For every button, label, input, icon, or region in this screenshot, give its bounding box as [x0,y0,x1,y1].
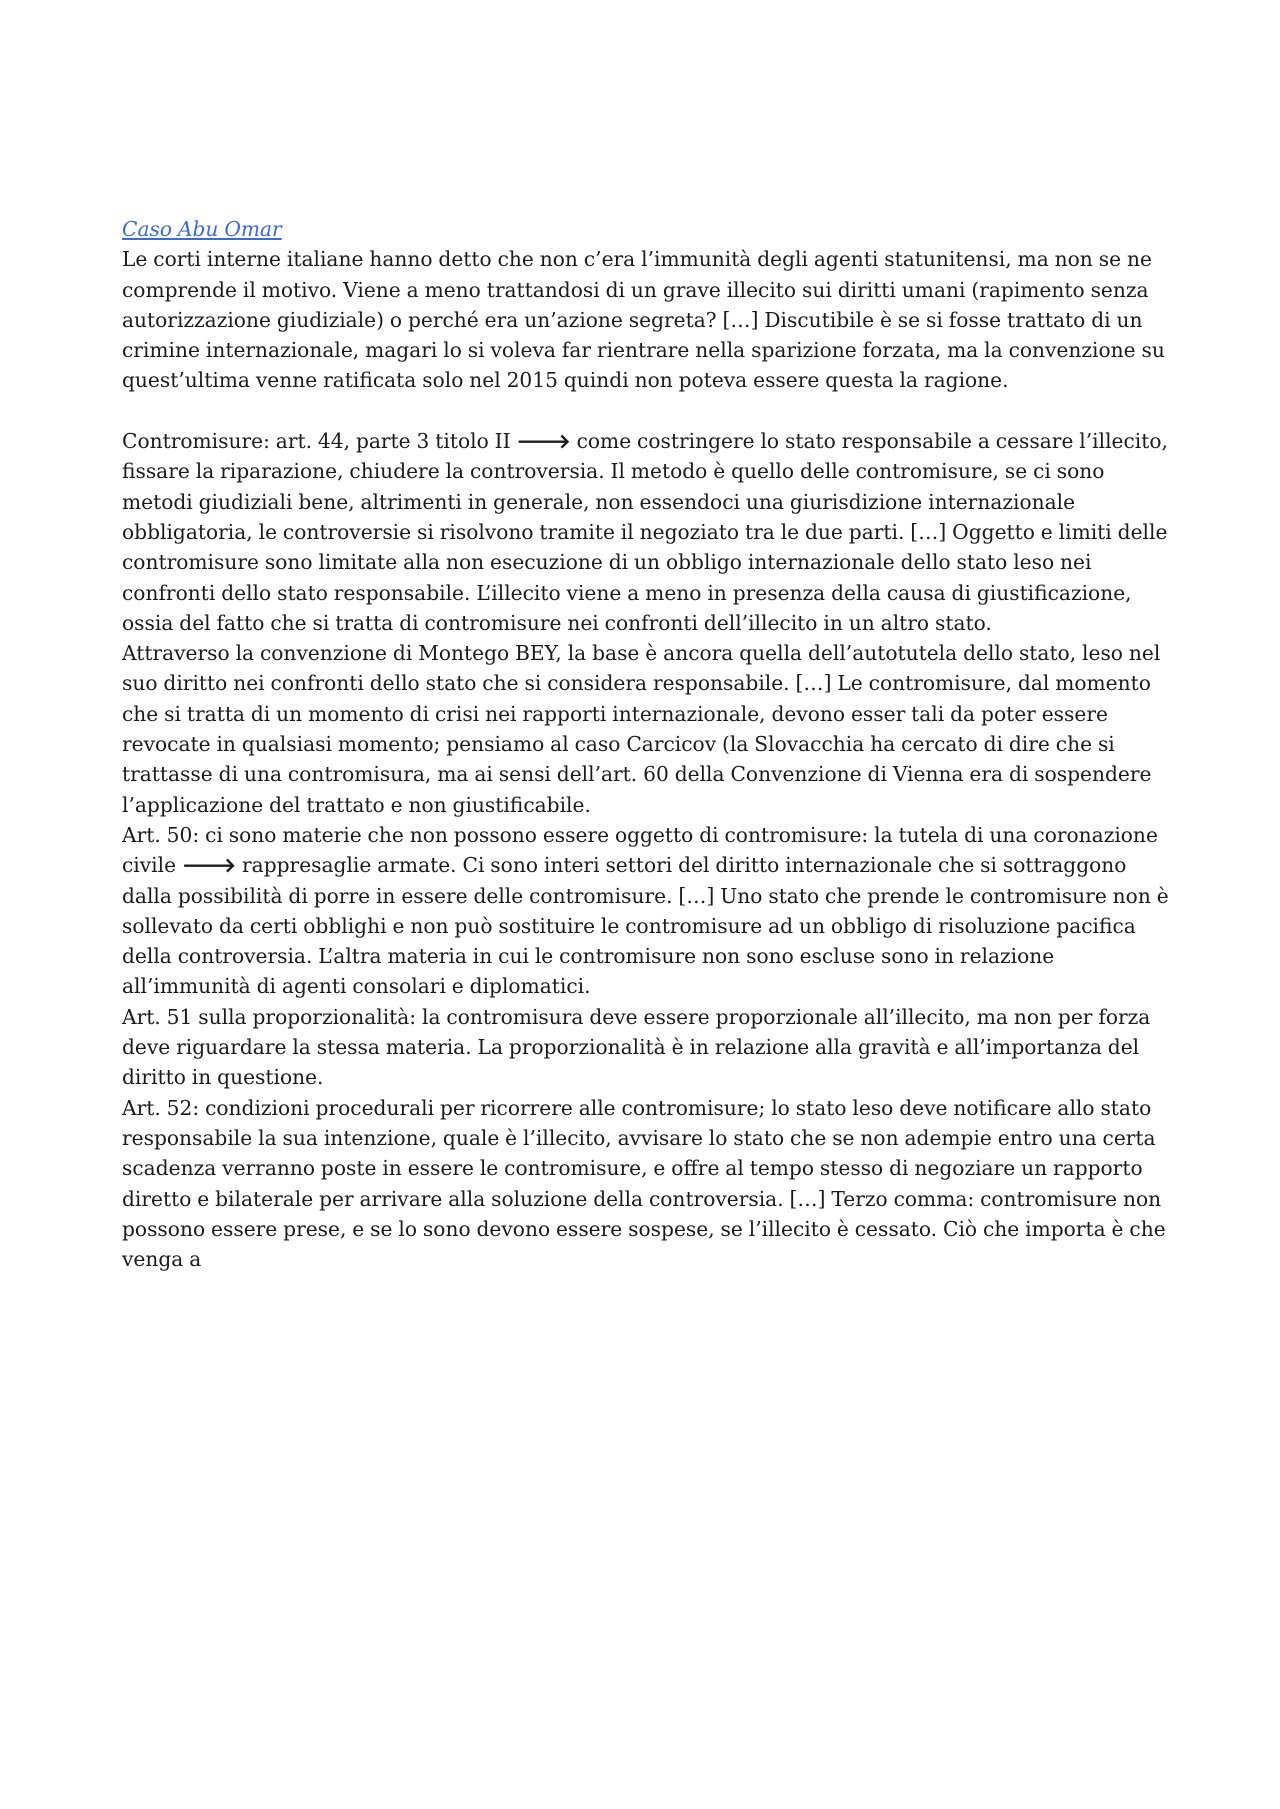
document-page [122,214,1172,1274]
document-title[interactable] [122,214,1172,244]
paragraph-art-50-body: rappresaglie armate. Ci sono interi settori del diritto internazionale che si sottraggono dalla possibilità di porre in essere delle contromisure. […] Uno stato che prende le contromisure non è sollevato da certi obblighi e non può sostituire le contromisure ad un obbligo di risoluzione pacifica della controversia. L’altra materia in cui le contromisure non sono escluse sono in relazione all’immunità di agenti consolari e diplomatici. [122,853,1169,999]
paragraph-art-51: Art. 51 sulla proporzionalità: la contromisura deve essere proporzionale all’illecito, ma non per forza deve riguardare la stessa materia. La proporzionalità è in relazione alla gravità e all’importanza del diritto in questione. [122,1004,1151,1090]
arrow-icon: 🡒 [181,853,237,878]
paragraph-art-50 [122,820,1172,1002]
title-link[interactable]: Caso Abu Omar [122,217,282,241]
paragraph-art-50-head: Art. 50: ci sono materie che non possono essere oggetto di contromisure: la tutela di una coronazione civile [122,822,1158,878]
paragraph-abu-omar: Le corti interne italiane hanno detto che non c’era l’immunità degli agenti statunitensi, ma non se ne comprende il motivo. Viene a meno trattandosi di un grave illecito sui diritti umani (rapimento senza autorizzazione giudiziale) o perché era un’azione segreta? […] Discutibile è se si fosse trattato di un crimine internazionale, magari lo si voleva far rientrare nella sparizione forzata, ma la convenzione su quest’ultima venne ratificata solo nel 2015 quindi non poteva essere questa la ragione. [122,247,1165,393]
paragraph-contromisure [122,426,1172,638]
paragraph-montego-bey: Attraverso la convenzione di Montego BEY, la base è ancora quella dell’autotutela dello stato, leso nel suo diritto nei confronti dello stato che si considera responsabile. […] Le contromisure, dal momento che si tratta di un momento di crisi nei rapporti internazionale, devono esser tali da poter essere revocate in qualsiasi momento; pensiamo al caso Carcicov (la Slovacchia ha cercato di dire che si trattasse di una contromisura, ma ai sensi dell’art. 60 della Convenzione di Vienna era di sospendere l’applicazione del trattato e non giustificabile. [122,641,1161,817]
paragraph-art-52: Art. 52: condizioni procedurali per ricorrere alle contromisure; lo stato leso deve notificare allo stato responsabile la sua intenzione, quale è l’illecito, avvisare lo stato che se non adempie entro una certa scadenza verranno poste in essere le contromisure, e offre al tempo stesso di negoziare un rapporto diretto e bilaterale per arrivare alla soluzione della controversia. […] Terzo comma: contromisure non possono essere prese, e se lo sono devono essere sospese, se l’illecito è cessato. Ciò che importa è che venga a [122,1095,1166,1272]
paragraph-gap [122,396,1172,426]
paragraph-contromisure-head: Contromisure: art. 44, parte 3 titolo II [122,429,511,454]
paragraph-contromisure-body: come costringere lo stato responsabile a cessare l’illecito, fissare la riparazione, chiudere la controversia. Il metodo è quello delle contromisure, se ci sono metodi giudiziali bene, altrimenti in generale, non essendoci una giurisdizione internazionale obbligatoria, le controversie si risolvono tramite il negoziato tra le due parti. […] Oggetto e limiti delle contromisure sono limitate alla non esecuzione di un obbligo internazionale dello stato leso nei confronti dello stato responsabile. L’illecito viene a meno in presenza della causa di giustificazione, ossia del fatto che si tratta di contromisure nei confronti dell’illecito in un altro stato. [122,429,1168,635]
arrow-icon: 🡒 [516,429,571,454]
